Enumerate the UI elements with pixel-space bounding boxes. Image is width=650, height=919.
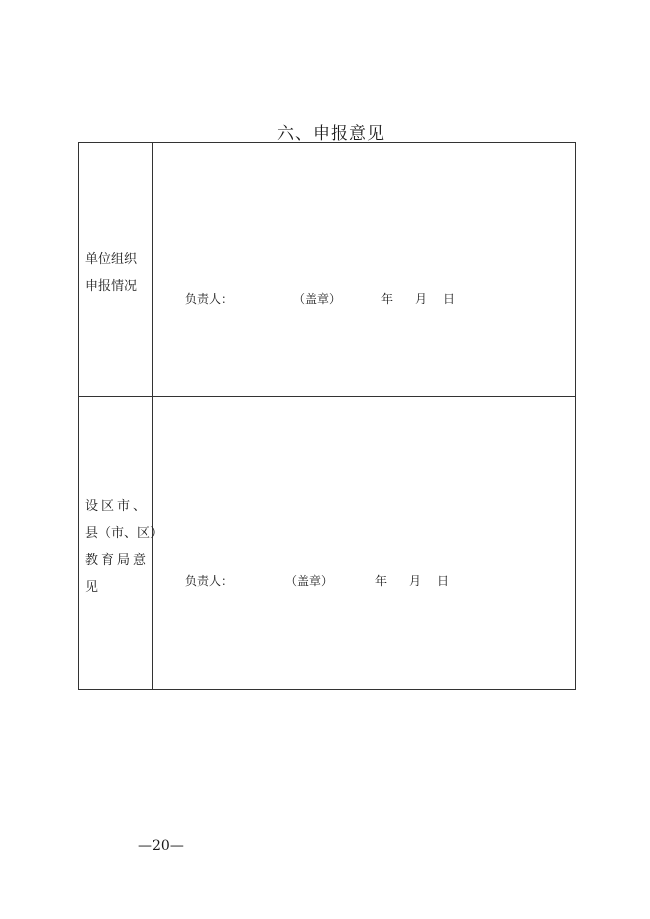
row-label-line: 设区市、: [85, 499, 150, 514]
responsible-person-label: 负责人：: [185, 292, 234, 306]
day-label: 日: [443, 292, 456, 306]
row-label-cell: [79, 143, 153, 396]
month-label: 月: [415, 292, 428, 306]
year-label: 年: [375, 574, 388, 588]
responsible-person-label: 负责人：: [185, 574, 234, 588]
row-label: [85, 246, 137, 300]
row-label: [85, 493, 163, 601]
table-row-education-bureau: [79, 397, 575, 690]
application-opinion-table: [78, 142, 576, 690]
page-number: —20—: [138, 838, 184, 854]
seal-label: （盖章）: [285, 574, 334, 588]
table-row-unit-organization: [79, 143, 575, 397]
row-label-line: 见: [85, 580, 99, 595]
day-label: 日: [437, 574, 450, 588]
row-label-line: 县（市、区）: [85, 526, 164, 541]
row-label-line: 单位组织: [85, 252, 138, 267]
row-label-cell: [79, 397, 164, 690]
section-title: 六、申报意见: [277, 124, 385, 144]
row-label-line: 申报情况: [85, 279, 138, 294]
year-label: 年: [381, 292, 394, 306]
seal-label: （盖章）: [293, 292, 342, 306]
month-label: 月: [409, 574, 422, 588]
row-label-line: 教育局意: [85, 553, 150, 568]
